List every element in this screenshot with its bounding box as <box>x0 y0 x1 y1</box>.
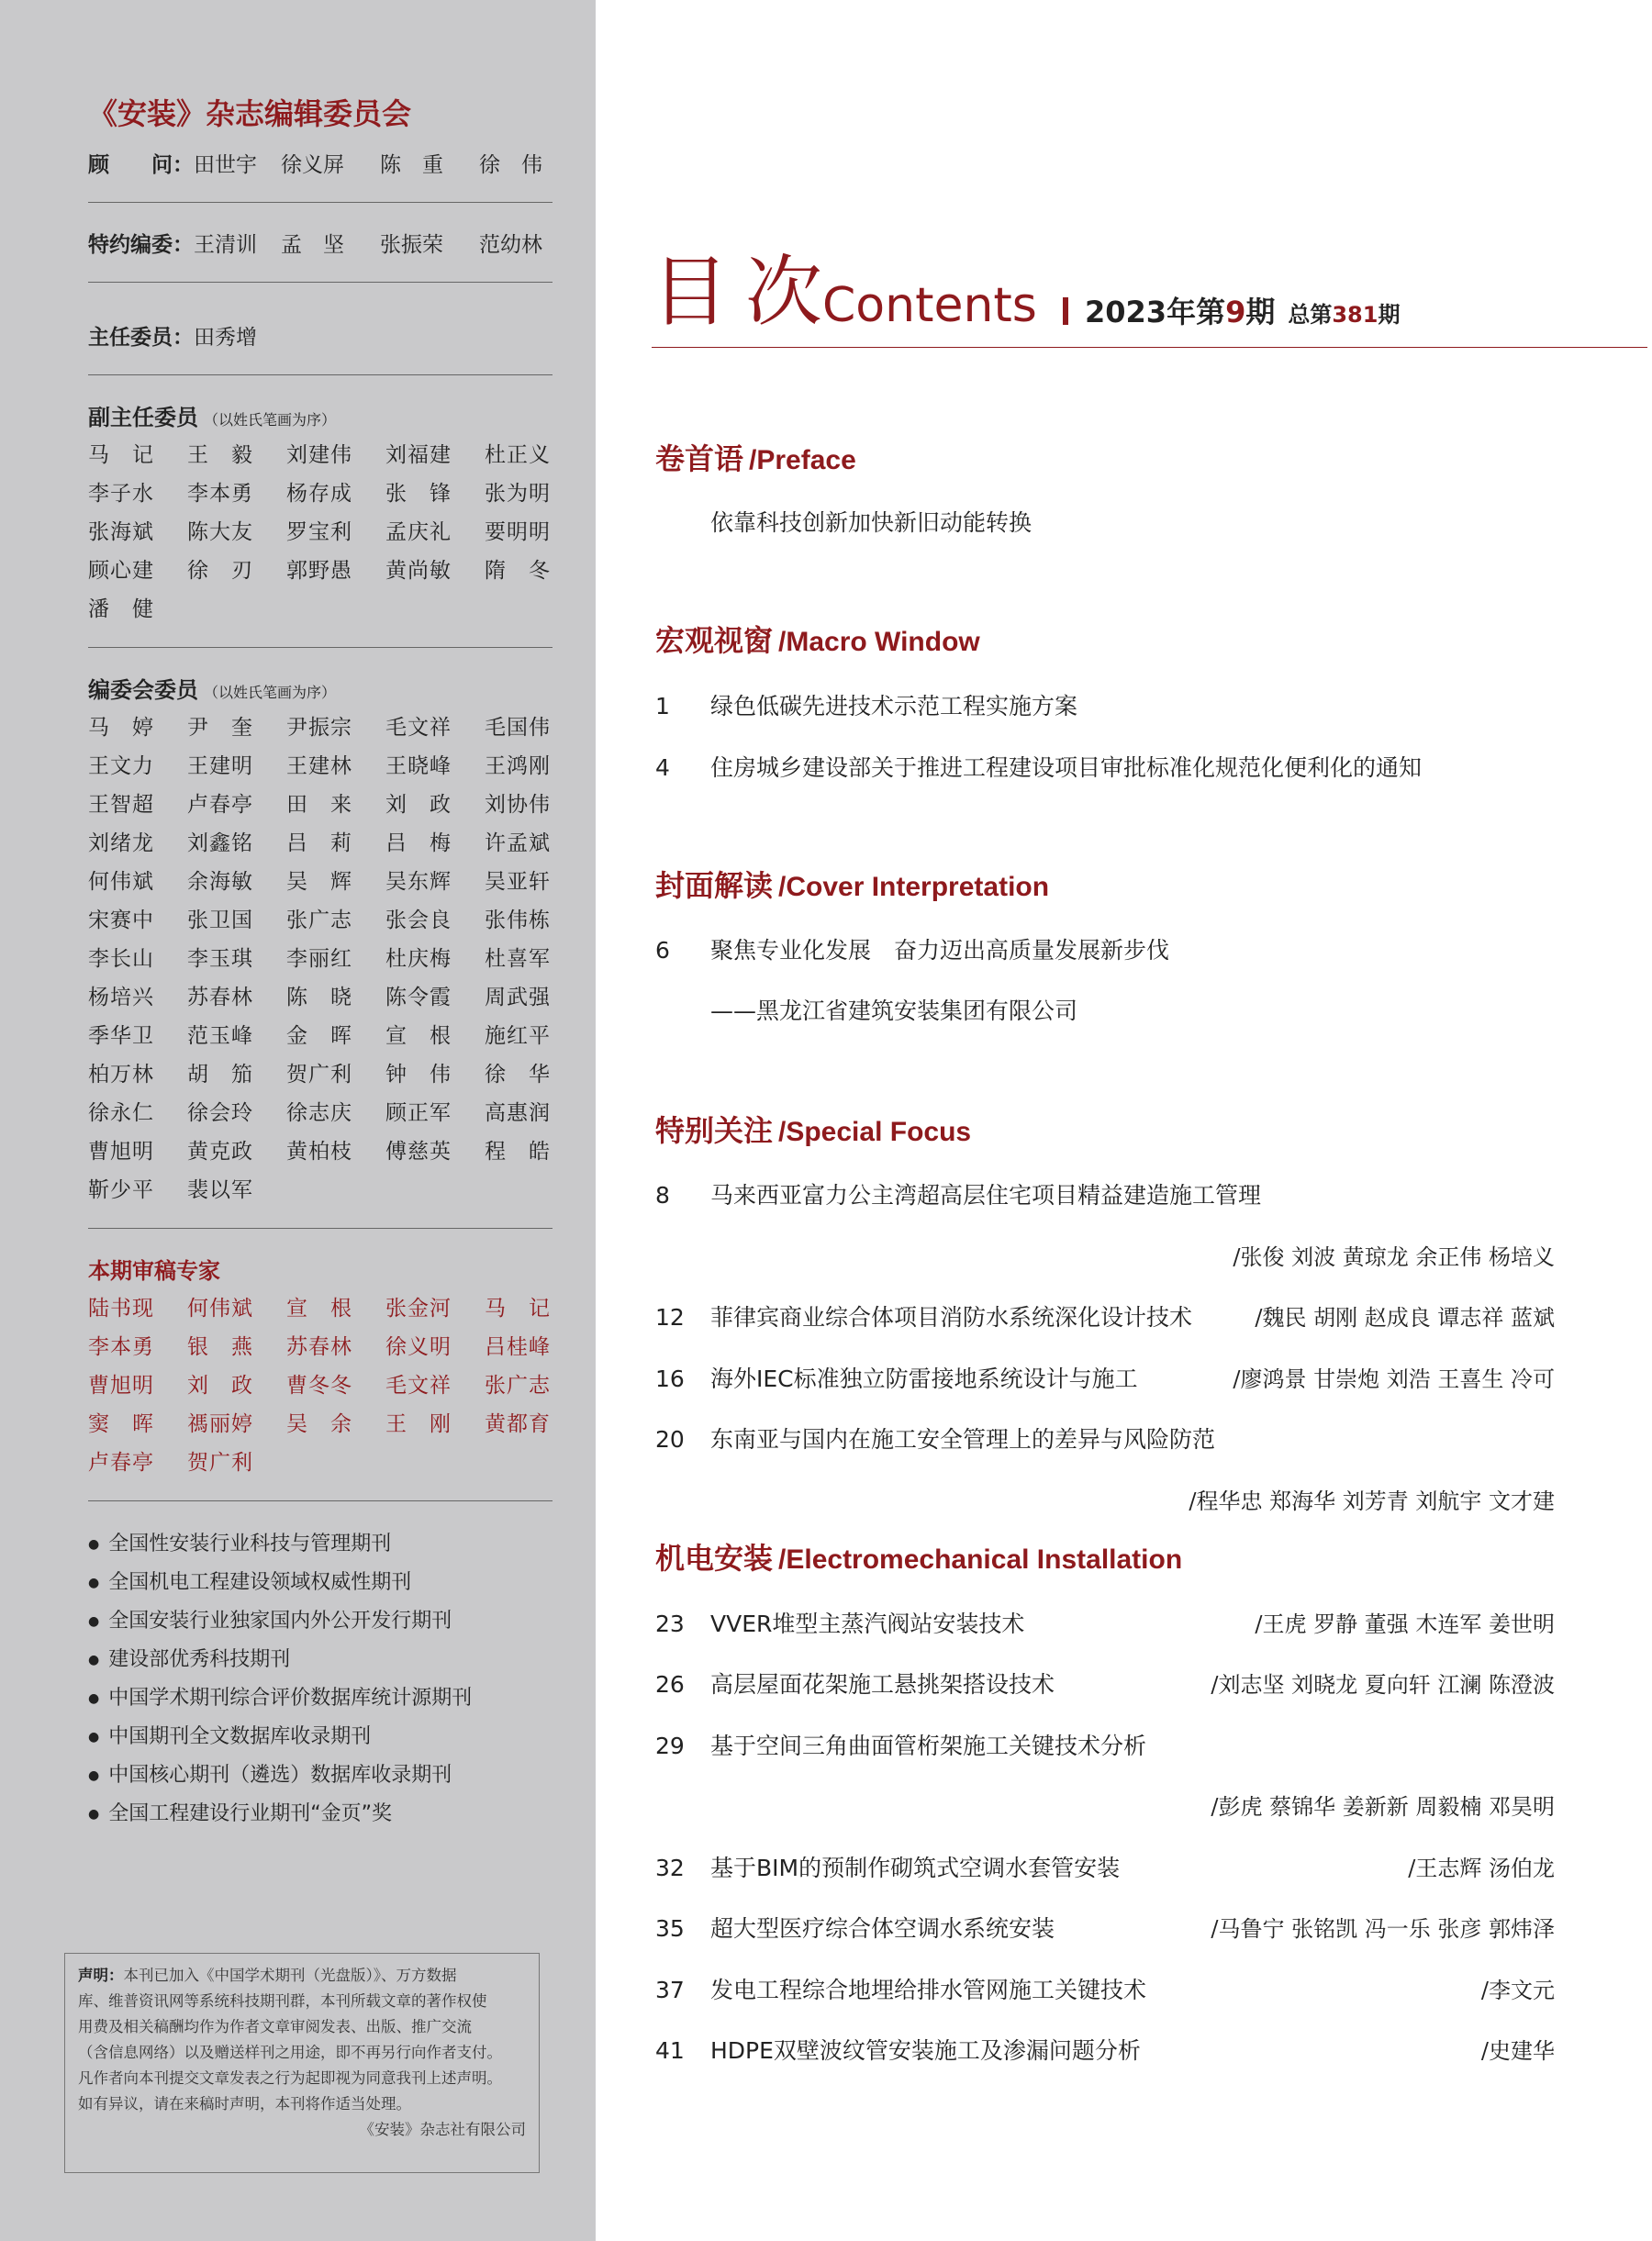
member-name: 苏春林 <box>187 986 253 1009</box>
member-name: 王建明 <box>187 754 253 778</box>
member-name: 罗宝利 <box>286 520 352 544</box>
member-name: 金 晖 <box>286 1024 352 1048</box>
member-name: 刘鑫铭 <box>187 831 253 855</box>
member-name: 禡丽婷 <box>187 1412 253 1436</box>
member-name: 徐永仁 <box>88 1101 154 1125</box>
member-name: 胡 笳 <box>187 1063 253 1087</box>
section-preface: 卷首语 /Preface <box>655 441 856 476</box>
member-name: 陈大友 <box>187 520 253 544</box>
member-name: 杨培兴 <box>88 986 154 1009</box>
member-name: 尹振宗 <box>286 716 352 740</box>
member-name: 王 刚 <box>385 1412 452 1436</box>
member-name: 陈令霞 <box>385 986 452 1009</box>
member-name: 宋赛中 <box>88 909 154 932</box>
toc-authors: /王志辉 汤伯龙 <box>1408 1856 1555 1881</box>
toc-authors: /魏民 胡刚 赵成良 谭志祥 蓝斌 <box>1255 1305 1555 1331</box>
member-name: 杜庆梅 <box>385 947 452 971</box>
member-name: 刘福建 <box>385 443 452 467</box>
honor-item: ● 全国性安装行业科技与管理期刊 <box>88 1525 553 1564</box>
member-name: 裴以军 <box>187 1178 253 1202</box>
member-name: 张为明 <box>485 482 551 506</box>
toc-entry[interactable]: 16 海外IEC标准独立防雷接地系统设计与施工 /廖鸿景 甘崇炮 刘浩 王喜生 冷可 <box>655 1361 1555 1398</box>
toc-authors: /张俊 刘波 黄琼龙 余正伟 杨培义 <box>1233 1244 1555 1270</box>
statement-line: （含信息网络）以及赠送样刊之用途，即不再另行向作者支付。 <box>78 2044 502 2061</box>
member-name: 王晓峰 <box>385 754 452 778</box>
statement-line: 如有异议，请在来稿时声明，本刊将作适当处理。 <box>78 2095 411 2113</box>
member-name: 刘绪龙 <box>88 831 154 855</box>
member-name: 曹旭明 <box>88 1140 154 1164</box>
statement-line: 凡作者向本刊提交文章发表之行为起即视为同意我刊上述声明。 <box>78 2069 502 2087</box>
committee-heading: 编委会委员 （以姓氏笔画为序） <box>88 677 337 703</box>
special-editors-names: 王清训 孟 坚 张振荣 范幼林 <box>194 233 542 257</box>
member-name: 宣 根 <box>286 1297 352 1321</box>
member-name: 吴亚轩 <box>485 870 551 894</box>
member-name: 黄柏枝 <box>286 1140 352 1164</box>
member-name: 徐义明 <box>385 1335 452 1359</box>
member-name: 顾心建 <box>88 559 154 583</box>
director-names: 田秀增 <box>194 326 257 350</box>
member-name: 贺广利 <box>187 1451 253 1475</box>
member-name: 张 锋 <box>385 482 452 506</box>
member-name: 吕 莉 <box>286 831 352 855</box>
member-name: 张广志 <box>286 909 352 932</box>
member-name: 苏春林 <box>286 1335 352 1359</box>
toc-entry[interactable]: 26 高层屋面花架施工悬挑架搭设技术 /刘志坚 刘晓龙 夏向轩 江澜 陈澄波 <box>655 1667 1555 1703</box>
special-editors-row <box>88 227 553 263</box>
contents-title-en: Contents <box>822 278 1037 333</box>
member-name: 吴东辉 <box>385 870 452 894</box>
member-name: 隋 冬 <box>485 559 551 583</box>
toc-entry[interactable]: 32 基于BIM的预制作砌筑式空调水套管安装 /王志辉 汤伯龙 <box>655 1850 1555 1887</box>
member-name: 黄尚敏 <box>385 559 452 583</box>
member-name: 窦 晖 <box>88 1412 154 1436</box>
header-rule <box>652 347 1647 348</box>
member-name: 王智超 <box>88 793 154 817</box>
member-name: 季华卫 <box>88 1024 154 1048</box>
member-name: 李玉琪 <box>187 947 253 971</box>
member-name: 黄克政 <box>187 1140 253 1164</box>
member-name: 张卫国 <box>187 909 253 932</box>
member-name: 何伟斌 <box>88 870 154 894</box>
member-name: 徐会玲 <box>187 1101 253 1125</box>
toc-entry-subtitle: ——黑龙江省建筑安装集团有限公司 <box>710 998 1078 1024</box>
member-name: 王建林 <box>286 754 352 778</box>
sidebar-content <box>88 92 553 1834</box>
member-name: 郭野愚 <box>286 559 352 583</box>
vice-directors-grid <box>88 436 553 629</box>
member-name: 孟庆礼 <box>385 520 452 544</box>
member-name: 张海斌 <box>88 520 154 544</box>
member-name: 李丽红 <box>286 947 352 971</box>
section-macro-window: 宏观视窗 /Macro Window <box>655 623 980 658</box>
member-name: 黄都育 <box>485 1412 551 1436</box>
committee-grid <box>88 708 553 1210</box>
director-row <box>88 319 553 356</box>
honor-item: ● 全国工程建设行业期刊“金页”奖 <box>88 1795 553 1834</box>
toc-entry[interactable]: 12 菲律宾商业综合体项目消防水系统深化设计技术 /魏民 胡刚 赵成良 谭志祥 蓝斌 <box>655 1299 1555 1336</box>
divider <box>88 282 553 283</box>
member-name: 吴 辉 <box>286 870 352 894</box>
member-name: 张会良 <box>385 909 452 932</box>
toc-entry[interactable]: 23 VVER堆型主蒸汽阀站安装技术 /王虎 罗静 董强 木连军 姜世明 <box>655 1606 1555 1643</box>
member-name: 李子水 <box>88 482 154 506</box>
member-name: 何伟斌 <box>187 1297 253 1321</box>
contents-title-cn: 目次 <box>652 247 840 337</box>
toc-authors: /廖鸿景 甘崇炮 刘浩 王喜生 冷可 <box>1233 1366 1555 1392</box>
divider <box>88 1228 553 1229</box>
issue-year-suffix: 年第 <box>1166 295 1226 329</box>
honor-item: ● 中国期刊全文数据库收录期刊 <box>88 1718 553 1756</box>
divider <box>88 1500 553 1501</box>
member-name: 王文力 <box>88 754 154 778</box>
toc-authors: /史建华 <box>1480 2038 1555 2064</box>
member-name: 马 记 <box>88 443 154 467</box>
vice-directors-heading: 副主任委员 （以姓氏笔画为序） <box>88 405 337 430</box>
honor-item: ● 中国学术期刊综合评价数据库统计源期刊 <box>88 1679 553 1718</box>
issue-year: 2023 <box>1085 295 1167 329</box>
divider <box>88 374 553 375</box>
honor-item: ● 建设部优秀科技期刊 <box>88 1641 553 1679</box>
toc-entry[interactable]: 37 发电工程综合地埋给排水管网施工关键技术 /李文元 <box>655 1972 1555 2009</box>
member-name: 马 记 <box>485 1297 551 1321</box>
honors-list <box>88 1525 553 1834</box>
member-name: 李本勇 <box>88 1335 154 1359</box>
member-name: 贺广利 <box>286 1063 352 1087</box>
issue-total: 总第381期 <box>1288 302 1401 328</box>
member-name: 马 婷 <box>88 716 154 740</box>
committee-title: 《安装》杂志编辑委员会 <box>88 96 412 131</box>
member-name: 刘建伟 <box>286 443 352 467</box>
toc-authors: /王虎 罗静 董强 木连军 姜世明 <box>1255 1611 1555 1637</box>
divider <box>88 202 553 203</box>
copyright-statement <box>64 1953 540 2173</box>
toc-authors: /程华忠 郑海华 刘芳青 刘航宇 文才建 <box>1189 1488 1555 1514</box>
member-name: 陆书现 <box>88 1297 154 1321</box>
toc-entry[interactable]: 依靠科技创新加快新旧动能转换 <box>710 509 1032 536</box>
member-name: 李长山 <box>88 947 154 971</box>
section-special-focus: 特别关注 /Special Focus <box>655 1113 972 1148</box>
member-name: 范玉峰 <box>187 1024 253 1048</box>
advisors-label: 顾 问： <box>88 153 194 177</box>
statement-line: 用费及相关稿酬均作为作者文章审阅发表、出版、推广交流 <box>78 2018 472 2035</box>
member-name: 刘 政 <box>187 1374 253 1398</box>
member-name: 吕桂峰 <box>485 1335 551 1359</box>
toc-authors: /彭虎 蔡锦华 姜新新 周毅楠 邓昊明 <box>1211 1794 1555 1820</box>
member-name: 王 毅 <box>187 443 253 467</box>
member-name: 杨存成 <box>286 482 352 506</box>
honor-item: ● 中国核心期刊（遴选）数据库收录期刊 <box>88 1756 553 1795</box>
member-name: 李本勇 <box>187 482 253 506</box>
member-name: 徐 刃 <box>187 559 253 583</box>
member-name: 宣 根 <box>385 1024 452 1048</box>
member-name: 靳少平 <box>88 1178 154 1202</box>
divider <box>88 647 553 648</box>
member-name: 杜喜军 <box>485 947 551 971</box>
member-name: 王鸿刚 <box>485 754 551 778</box>
member-name: 卢春亭 <box>88 1451 154 1475</box>
reviewers-heading: 本期审稿专家 <box>88 1258 220 1284</box>
member-name: 毛文祥 <box>385 716 452 740</box>
member-name: 周武强 <box>485 986 551 1009</box>
member-name: 毛国伟 <box>485 716 551 740</box>
director-label: 主任委员： <box>88 326 194 350</box>
toc-authors: /李文元 <box>1480 1978 1555 2003</box>
member-name: 尹 奎 <box>187 716 253 740</box>
member-name: 陈 晓 <box>286 986 352 1009</box>
member-name: 程 皓 <box>485 1140 551 1164</box>
member-name: 傅慈英 <box>385 1140 452 1164</box>
section-electromechanical: 机电安装 /Electromechanical Installation <box>655 1541 1183 1576</box>
member-name: 要明明 <box>485 520 551 544</box>
member-name: 曹冬冬 <box>286 1374 352 1398</box>
toc-entry[interactable]: 41 HDPE双壁波纹管安装施工及渗漏问题分析 /史建华 <box>655 2033 1555 2069</box>
toc-entry[interactable]: 35 超大型医疗综合体空调水系统安装 /马鲁宁 张铭凯 冯一乐 张彦 郭炜泽 <box>655 1911 1555 1947</box>
member-name: 施红平 <box>485 1024 551 1048</box>
member-name: 张金河 <box>385 1297 452 1321</box>
member-name: 刘 政 <box>385 793 452 817</box>
issue-number: 9 <box>1225 295 1246 329</box>
member-name: 潘 健 <box>88 597 154 621</box>
member-name: 毛文祥 <box>385 1374 452 1398</box>
section-cover-interpretation: 封面解读 /Cover Interpretation <box>655 868 1050 903</box>
member-name: 卢春亭 <box>187 793 253 817</box>
member-name: 张广志 <box>485 1374 551 1398</box>
member-name: 许孟斌 <box>485 831 551 855</box>
toc-entry[interactable]: 29 基于空间三角曲面管桁架施工关键技术分析 <box>655 1733 1147 1759</box>
member-name: 曹旭明 <box>88 1374 154 1398</box>
statement-signature: 《安装》杂志社有限公司 <box>359 2121 526 2138</box>
honor-item: ● 全国安装行业独家国内外公开发行期刊 <box>88 1602 553 1641</box>
honor-item: ● 全国机电工程建设领域权威性期刊 <box>88 1564 553 1602</box>
statement-line: 库、维普资讯网等系统科技期刊群，本刊所载文章的著作权使 <box>78 1992 487 2010</box>
member-name: 余海敏 <box>187 870 253 894</box>
reviewers-grid <box>88 1289 553 1482</box>
issue-info <box>1063 290 1400 337</box>
statement-line: 本刊已加入《中国学术期刊（光盘版）》、万方数据 <box>123 1967 457 1984</box>
member-name: 徐志庆 <box>286 1101 352 1125</box>
member-name: 高惠润 <box>485 1101 551 1125</box>
member-name: 银 燕 <box>187 1335 253 1359</box>
toc-entry[interactable]: 1 绿色低碳先进技术示范工程实施方案 <box>655 693 1078 719</box>
toc-entry[interactable]: 6 聚焦专业化发展 奋力迈出高质量发展新步伐 <box>655 937 1170 964</box>
member-name: 吴 余 <box>286 1412 352 1436</box>
advisors-names: 田世宇 徐义屏 陈 重 徐 伟 <box>194 153 542 177</box>
member-name: 徐 华 <box>485 1063 551 1087</box>
member-name: 柏万林 <box>88 1063 154 1087</box>
member-name: 钟 伟 <box>385 1063 452 1087</box>
member-name: 刘协伟 <box>485 793 551 817</box>
statement-label: 声明： <box>78 1967 124 1984</box>
special-editors-label: 特约编委： <box>88 233 194 257</box>
member-name: 田 来 <box>286 793 352 817</box>
member-name: 吕 梅 <box>385 831 452 855</box>
issue-suffix: 期 <box>1245 295 1276 329</box>
toc-entry[interactable]: 4 住房城乡建设部关于推进工程建设项目审批标准化规范化便利化的通知 <box>655 754 1423 781</box>
toc-entry[interactable]: 8 马来西亚富力公主湾超高层住宅项目精益建造施工管理 <box>655 1182 1262 1209</box>
advisors-row <box>88 147 553 184</box>
member-name: 张伟栋 <box>485 909 551 932</box>
member-name: 顾正军 <box>385 1101 452 1125</box>
editorial-sidebar <box>0 0 596 2241</box>
accent-bar <box>1063 297 1068 325</box>
toc-authors: /马鲁宁 张铭凯 冯一乐 张彦 郭炜泽 <box>1211 1916 1555 1942</box>
member-name: 杜正义 <box>485 443 551 467</box>
toc-entry[interactable]: 20 东南亚与国内在施工安全管理上的差异与风险防范 <box>655 1426 1216 1453</box>
toc-authors: /刘志坚 刘晓龙 夏向轩 江澜 陈澄波 <box>1211 1672 1555 1698</box>
